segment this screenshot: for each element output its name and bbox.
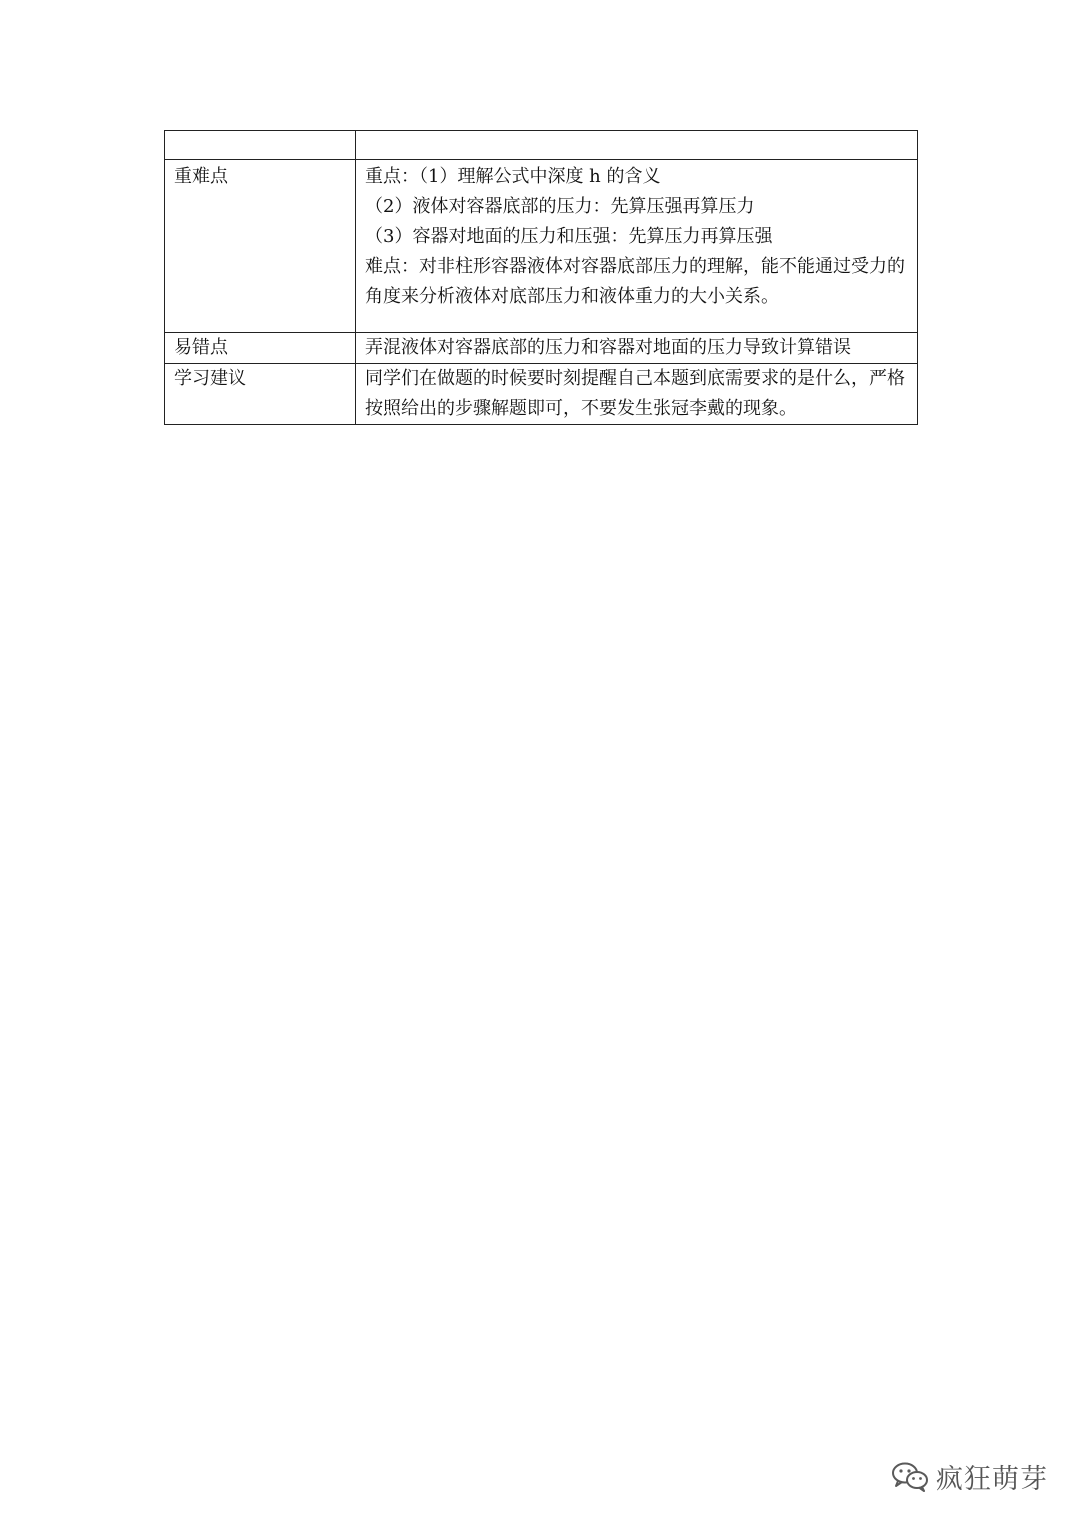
header-cell-2 <box>356 131 918 160</box>
common-mistakes-text: 弄混液体对容器底部的压力和容器对地面的压力导致计算错误 <box>356 333 918 364</box>
wechat-watermark <box>890 1456 1048 1496</box>
row-label-study-advice: 学习建议 <box>165 364 356 425</box>
header-cell-1 <box>165 131 356 160</box>
key-point-line-1: 重点：（1）理解公式中深度 h 的含义 <box>365 166 661 187</box>
watermark-text: 疯狂萌芽 <box>936 1463 1048 1495</box>
key-point-line-3: （3）容器对地面的压力和压强：先算压力再算压强 <box>365 226 773 247</box>
study-notes-table <box>164 130 918 425</box>
table-header-row <box>165 131 918 160</box>
difficulty-text: 难点：对非柱形容器液体对容器底部压力的理解，能不能通过受力的角度来分析液体对底部压力和液体重力的大小关系。 <box>365 256 905 307</box>
wechat-icon <box>890 1460 930 1492</box>
row-label-common-mistakes: 易错点 <box>165 333 356 364</box>
study-advice-text: 同学们在做题的时候要时刻提醒自己本题到底需要求的是什么，严格按照给出的步骤解题即可，不要发生张冠李戴的现象。 <box>356 364 918 425</box>
key-point-line-2: （2）液体对容器底部的压力：先算压强再算压力 <box>365 196 755 217</box>
key-points-cell <box>356 160 918 333</box>
table-row-study-advice <box>165 364 918 425</box>
table-row-key-points <box>165 160 918 333</box>
row-label-key-points: 重难点 <box>165 160 356 333</box>
table-row-common-mistakes <box>165 333 918 364</box>
